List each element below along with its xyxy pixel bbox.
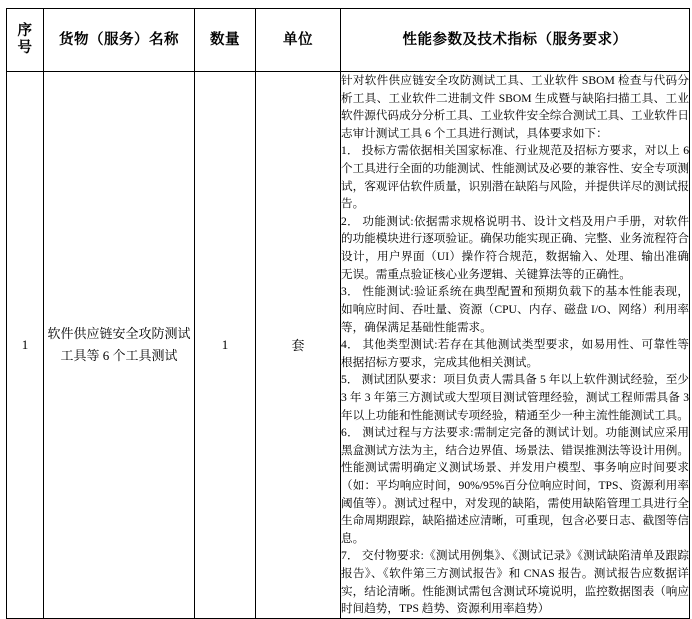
- spec-requirement-paragraph: 6． 测试过程与方法要求:需制定完备的测试计划。功能测试应采用黑盒测试方法为主，结合边界值、场景法、错误推测法等设计用例。性能测试需明确定义测试场景、并发用户模型、事务响应时间要求（如：平均响应时间，90%/95%百分位响应时间，TPS、资源利用率阈值等）。测试过程中，对发现的缺陷，需使用缺陷管理工具进行全生命周期跟踪，缺陷描述应清晰，可重现，包含必要日志、截图等信息。: [341, 426, 689, 545]
- spec-requirement-paragraph: 3． 性能测试:验证系统在典型配置和预期负载下的基本性能表现，如响应时间、吞吐量、资源（CPU、内存、磁盘 I/O、网络）利用率等，确保满足基础性能需求。: [341, 285, 689, 334]
- table-header: [7, 9, 690, 72]
- spec-intro-paragraph: 针对软件供应链安全攻防测试工具、工业软件 SBOM 检查与代码分析工具、工业软件二进制文件 SBOM 生成暨与缺陷扫描工具、工业软件源代码成分分析工具、工业软件安全综合测试工具、工业软件日志审计测试工具 6 个工具进行测试，具体要求如下：: [341, 74, 689, 140]
- column-header-sequence: [7, 9, 44, 72]
- cell-specification: [341, 72, 690, 619]
- column-header-name: 货物（服务）名称: [44, 9, 195, 72]
- cell-sequence: 1: [7, 72, 44, 619]
- specification-text: [341, 72, 689, 618]
- spec-requirement-paragraph: 4． 其他类型测试:若存在其他测试类型要求，如易用性、可靠性等根据招标方要求，完成其他相关测试。: [341, 338, 689, 369]
- column-header-sequence-line2: 号: [17, 40, 33, 56]
- spec-requirement-paragraph: 7． 交付物要求:《测试用例集》、《测试记录》《测试缺陷清单及跟踪报告》、《软件第三方测试报告》和 CNAS 报告。测试报告应数据详实，结论清晰。性能测试需包含测试环境说明，监控数据图表（响应时间趋势，TPS 趋势、资源利用率趋势）: [341, 549, 689, 616]
- column-header-sequence-line1: 序: [17, 23, 33, 40]
- table-body: [7, 72, 690, 619]
- spec-requirement-paragraph: 1． 投标方需依据相关国家标准、行业规范及招标方要求，对以上 6 个工具进行全面的功能测试、性能测试及必要的兼容性、安全专项测试，客观评估软件质量，识别潜在缺陷与风险，并提供详尽的测试报告。: [341, 144, 689, 211]
- cell-unit: 套: [256, 72, 341, 619]
- cell-quantity: 1: [195, 72, 256, 619]
- table-header-row: [7, 9, 690, 72]
- column-header-unit: 单位: [256, 9, 341, 72]
- column-header-specification: 性能参数及技术指标（服务要求）: [341, 9, 690, 72]
- column-header-quantity: 数量: [195, 9, 256, 72]
- table-row: [7, 72, 690, 619]
- cell-item-name: 软件供应链安全攻防测试工具等 6 个工具测试: [44, 72, 195, 619]
- spec-requirement-paragraph: 5． 测试团队要求：项目负责人需具备 5 年以上软件测试经验，至少 3 年 3 年第三方测试或大型项目测试管理经验，测试工程师需具备 3 年以上功能和性能测试专项经验，精通至少一种主流性能测试工具。: [341, 373, 689, 422]
- spec-requirement-paragraph: 2． 功能测试:依据需求规格说明书、设计文档及用户手册，对软件的功能模块进行逐项验证。确保功能实现正确、完整、业务流程符合设计，用户界面（UI）操作符合规范，数据输入、处理、输出准确无误。需重点验证核心业务逻辑、关键算法等的正确性。: [341, 214, 689, 281]
- specification-table: [6, 8, 690, 619]
